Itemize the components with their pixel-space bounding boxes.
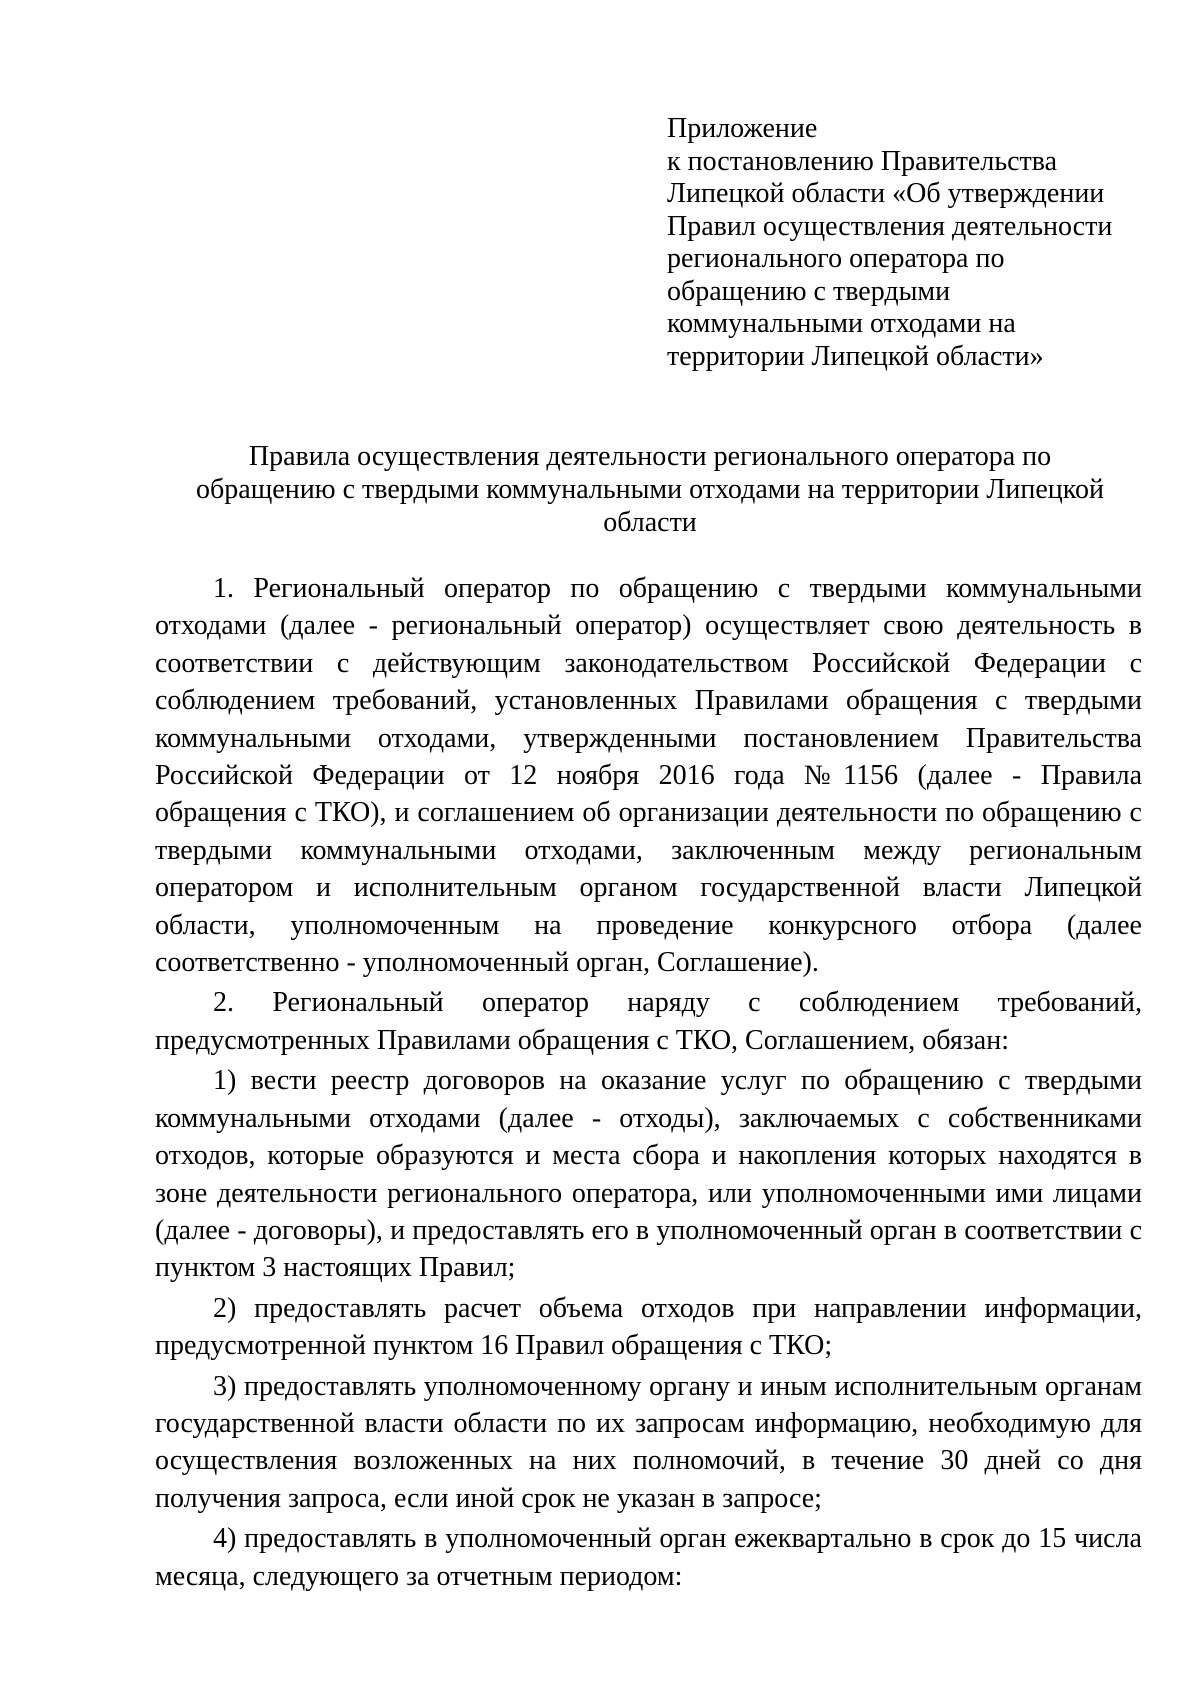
paragraph-2-item-3: 3) предоставлять уполномоченному органу и иным исполнительным органам государственной власти области по их запросам информацию, необходимую для осуществления возложенных на них полномочий, в течение 30 дней со дня получения запроса, если иной срок не указан в запросе; (155, 1370, 1142, 1514)
title-line: области (603, 507, 697, 538)
paragraph-1: 1. Региональный оператор по обращению с твердыми коммунальными отходами (далее - региональный оператор) осуществляет свою деятельность в соответствии с действующим законодательством Российской Федерации с соблюдением требований, установленных Правилами обращения с твердыми коммунальными отходами, утвержденными постановлением Правительства Российской Федерации от 12 ноября 2016 года №1156 (далее - Правила обращения с ТКО), и соглашением об организации деятельности по обращению с твердыми коммунальными отходами, заключенным между региональным оператором и исполнительным органом государственной власти Липецкой области, уполномоченным на проведение конкурсного отбора (далее соответственно - уполномоченный орган, Соглашение). (155, 573, 1142, 979)
document-title (150, 440, 1150, 539)
appendix-line: территории Липецкой области» (667, 340, 1044, 372)
appendix-block (667, 113, 1147, 373)
title-line: Правила осуществления деятельности регионального оператора по (248, 441, 1052, 472)
paragraph-2-item-2: 2) предоставлять расчет объема отходов при направлении информации, предусмотренной пунктом 16 Правил обращения с ТКО; (155, 1292, 1142, 1362)
appendix-line: Липецкой области «Об утверждении (667, 178, 1105, 209)
paragraph-2-item-1: 1) вести реестр договоров на оказание услуг по обращению с твердыми коммунальными отходами (далее - отходы), заключаемых с собственниками отходов, которые образуются и места сбора и накопления которых находятся в зоне деятельности регионального оператора, или уполномоченными ими лицами (далее - договоры), и предоставлять его в уполномоченный орган в соответствии с пунктом 3 настоящих Правил; (155, 1065, 1142, 1284)
appendix-line: к постановлению Правительства (667, 145, 1058, 177)
paragraph-2-item-4: 4) предоставлять в уполномоченный орган ежеквартально в срок до 15 числа месяца, следующего за отчетным периодом: (155, 1523, 1142, 1592)
appendix-line: регионального оператора по (667, 243, 1005, 274)
appendix-line: Приложение (667, 113, 818, 144)
appendix-line: коммунальными отходами на (667, 308, 1016, 339)
title-line: обращению с твердыми коммунальными отходами на территории Липецкой (196, 474, 1104, 505)
appendix-line: Правил осуществления деятельности (667, 210, 1113, 242)
paragraph-2: 2. Региональный оператор наряду с соблюдением требований, предусмотренных Правилами обращения с ТКО, Соглашением, обязан: (155, 987, 1142, 1056)
document-body (155, 570, 1142, 1595)
appendix-line: обращению с твердыми (667, 275, 951, 307)
